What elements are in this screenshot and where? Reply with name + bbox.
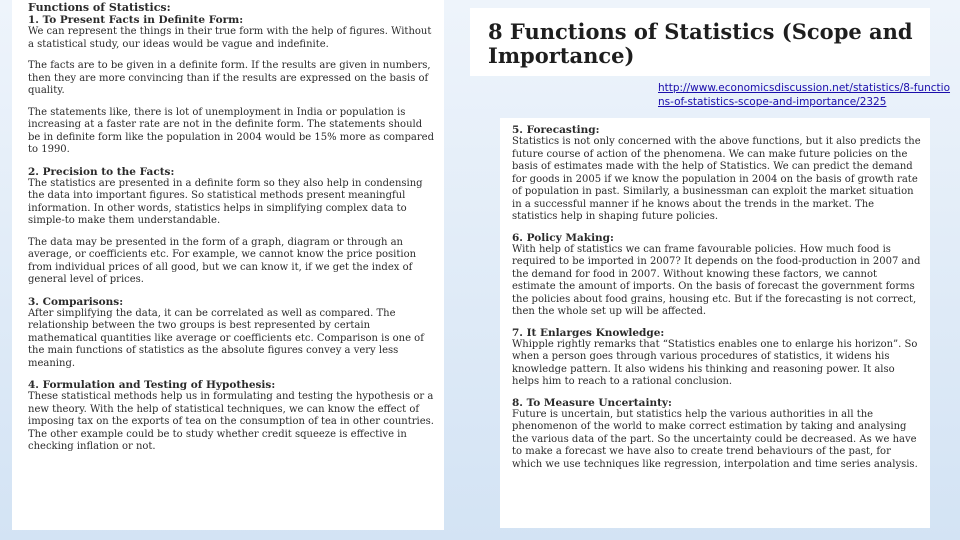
slide-title-box bbox=[470, 8, 930, 76]
paragraph: Future is uncertain, but statistics help the various authorities in all the phenomenon of the world to make correct estimation by taking and analysing the various data of the part. So the uncertainty could be decreased. As we have to make a forecast we have also to create trend behaviours of the past, for which we use techniques like regression, interpolation and time series analysis. bbox=[512, 408, 918, 470]
document-heading: Functions of Statistics: bbox=[28, 1, 171, 14]
paragraph: The statements like, there is lot of unemployment in India or population is increasing at a faster rate are not in the definite form. The statements should be in definite form like the population in 2004 would be 15% more as compared to 1990. bbox=[28, 106, 434, 155]
section-heading: 6. Policy Making: bbox=[512, 231, 614, 244]
section-heading: 8. To Measure Uncertainty: bbox=[512, 396, 672, 409]
paragraph: Statistics is not only concerned with the above functions, but it also predicts the future course of action of the phenomena. We can make future policies on the basis of estimates made with the help of Statistics. We can predict the demand for goods in 2005 if we know the population in 2004 on the basis of growth rate of population in past. Similarly, a businessman can exploit the market situation in a successful manner if he knows about the trends in the market. The statistics help in shaping future policies. bbox=[512, 136, 921, 222]
section-heading: 3. Comparisons: bbox=[28, 295, 124, 308]
section-heading: 2. Precision to the Facts: bbox=[28, 165, 175, 178]
source-link[interactable]: http://www.economicsdiscussion.net/statistics/8-functions-of-statistics-scope-and-importance/2325 bbox=[658, 82, 951, 108]
paragraph: Whipple rightly remarks that “Statistics enables one to enlarge his horizon”. So when a person goes through various procedures of statistics, it widens his knowledge pattern. It also widens his thinking and reasoning power. It also helps him to reach to a rational conclusion. bbox=[512, 338, 918, 387]
section-heading: 7. It Enlarges Knowledge: bbox=[512, 326, 665, 339]
paragraph: The statistics are presented in a definite form so they also help in condensing the data into important figures. So statistical methods present meaningful information. In other words, statistics helps in simplifying complex data to simple-to make them understandable. bbox=[28, 177, 423, 226]
paragraph: With help of statistics we can frame favourable policies. How much food is required to be imported in 2007? It depends on the food-production in 2007 and the demand for food in 2007. Without knowing these factors, we cannot estimate the amount of imports. On the basis of forecast the government forms the policies about food grains, housing etc. But if the forecasting is not correct, then the whole set up will be affected. bbox=[512, 243, 921, 317]
paragraph: The data may be presented in the form of a graph, diagram or through an average, or coefficients etc. For example, we cannot know the price position from individual prices of all good, but we can know it, if we get the index of general level of prices. bbox=[28, 236, 417, 285]
slide-title: 8 Functions of Statistics (Scope and Importance) bbox=[488, 19, 913, 68]
paragraph: We can represent the things in their true form with the help of figures. Without a statistical study, our ideas would be vague and indefinite. bbox=[28, 26, 432, 50]
paragraph: The facts are to be given in a definite form. If the results are given in numbers, then they are more convincing than if the results are expressed on the basis of quality. bbox=[28, 60, 431, 96]
paragraph: These statistical methods help us in formulating and testing the hypothesis or a new theory. With the help of statistical techniques, we can know the effect of imposing tax on the exports of tea on the consumption of tea in other countries. The other example could be to study whether credit squeeze is effective in checking inflation or not. bbox=[28, 391, 434, 452]
section-heading: 1. To Present Facts in Definite Form: bbox=[28, 14, 244, 26]
section-heading: 4. Formulation and Testing of Hypothesis: bbox=[28, 379, 276, 391]
section-heading: 5. Forecasting: bbox=[512, 124, 600, 136]
right-document-panel bbox=[500, 118, 930, 528]
left-document-panel bbox=[12, 0, 444, 530]
paragraph: After simplifying the data, it can be correlated as well as compared. The relationship between the two groups is best represented by certain mathematical quantities like average or coefficients etc. Comparison is one of the main functions of statistics as the absolute figures convey a very less meaning. bbox=[28, 307, 424, 369]
